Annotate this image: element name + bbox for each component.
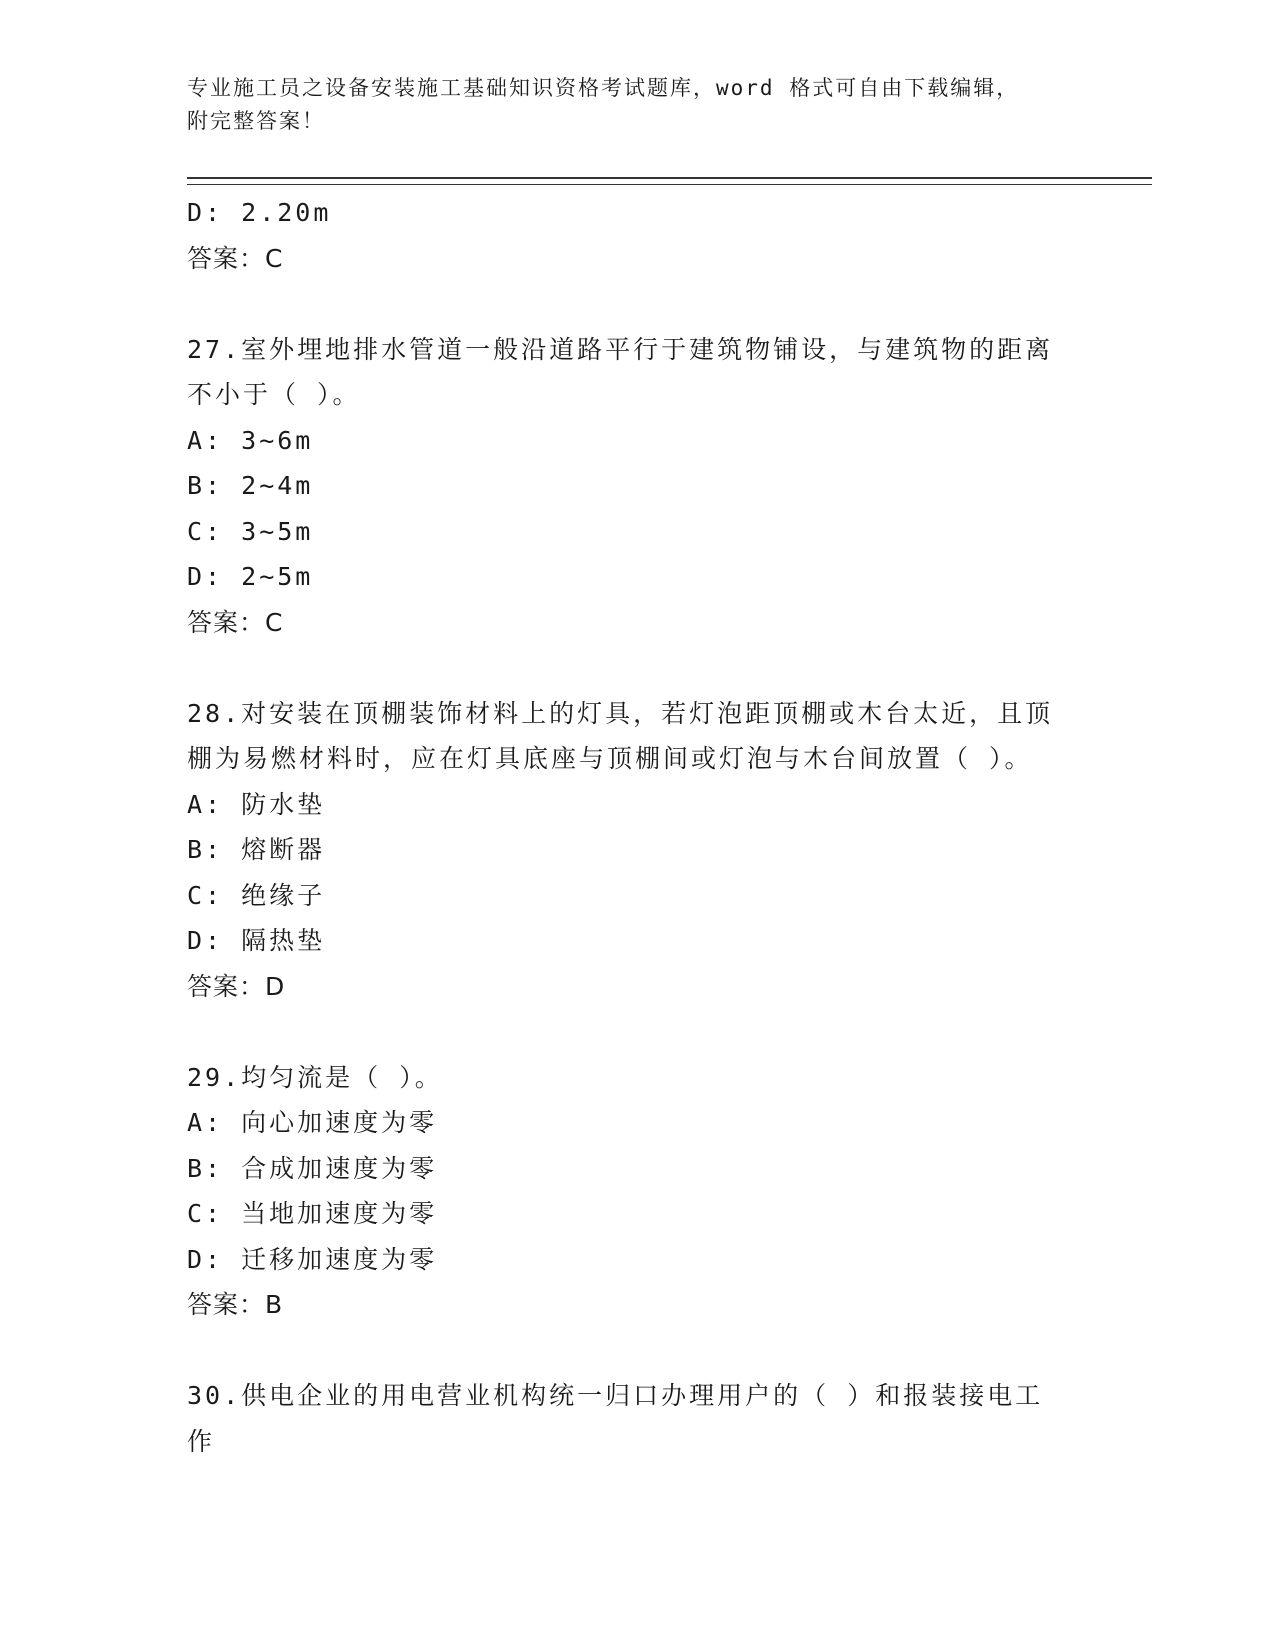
spacer xyxy=(187,1009,1087,1055)
option-a: A: 向心加速度为零 xyxy=(187,1108,438,1137)
option-b: B: 2~4m xyxy=(187,471,314,500)
option-c: C: 绝缘子 xyxy=(187,880,326,910)
option-b: B: 熔断器 xyxy=(187,835,326,864)
option-d: D: 隔热垫 xyxy=(187,926,326,955)
option-a: A: 3~6m xyxy=(187,425,314,455)
spacer xyxy=(187,281,1087,327)
answer-line: 答案：B xyxy=(187,1290,284,1319)
spacer xyxy=(187,645,1087,691)
question-stem: 30.供电企业的用电营业机构统一归口办理用户的（ ）和报装接电工 xyxy=(187,1381,1044,1410)
option-c: C: 3~5m xyxy=(187,516,314,546)
question-30 xyxy=(187,1373,1087,1464)
question-list xyxy=(187,190,1087,1464)
question-stem: 27.室外埋地排水管道一般沿道路平行于建筑物铺设，与建筑物的距离 xyxy=(187,334,1054,364)
question-stem: 棚为易燃材料时，应在灯具底座与顶棚间或灯泡与木台间放置（ ）。 xyxy=(187,744,1033,773)
header-line-1: 专业施工员之设备安装施工基础知识资格考试题库，word 格式可自由下载编辑， xyxy=(187,76,1020,100)
question-stem: 29.均匀流是（ ）。 xyxy=(187,1062,443,1092)
answer-line: 答案：D xyxy=(187,971,286,1001)
option-d: D: 2~5m xyxy=(187,562,314,591)
option-d: D: 迁移加速度为零 xyxy=(187,1244,438,1274)
option-a: A: 防水垫 xyxy=(187,789,326,819)
answer-line: 答案：C xyxy=(187,243,284,273)
question-stem: 作 xyxy=(187,1426,216,1456)
question-27 xyxy=(187,327,1087,646)
spacer xyxy=(187,1328,1087,1374)
question-stem: 28.对安装在顶棚装饰材料上的灯具，若灯泡距顶棚或木台太近，且顶 xyxy=(187,698,1054,728)
question-29 xyxy=(187,1055,1087,1328)
document-header xyxy=(187,72,1147,138)
previous-question-tail xyxy=(187,190,1087,281)
option-c: C: 当地加速度为零 xyxy=(187,1199,438,1228)
header-divider xyxy=(187,177,1152,185)
option-d: D: 2.20m xyxy=(187,198,332,227)
question-28 xyxy=(187,691,1087,1010)
answer-line: 答案：C xyxy=(187,607,284,637)
question-stem: 不小于（ ）。 xyxy=(187,380,361,409)
option-b: B: 合成加速度为零 xyxy=(187,1153,438,1183)
header-line-2: 附完整答案！ xyxy=(187,109,325,133)
